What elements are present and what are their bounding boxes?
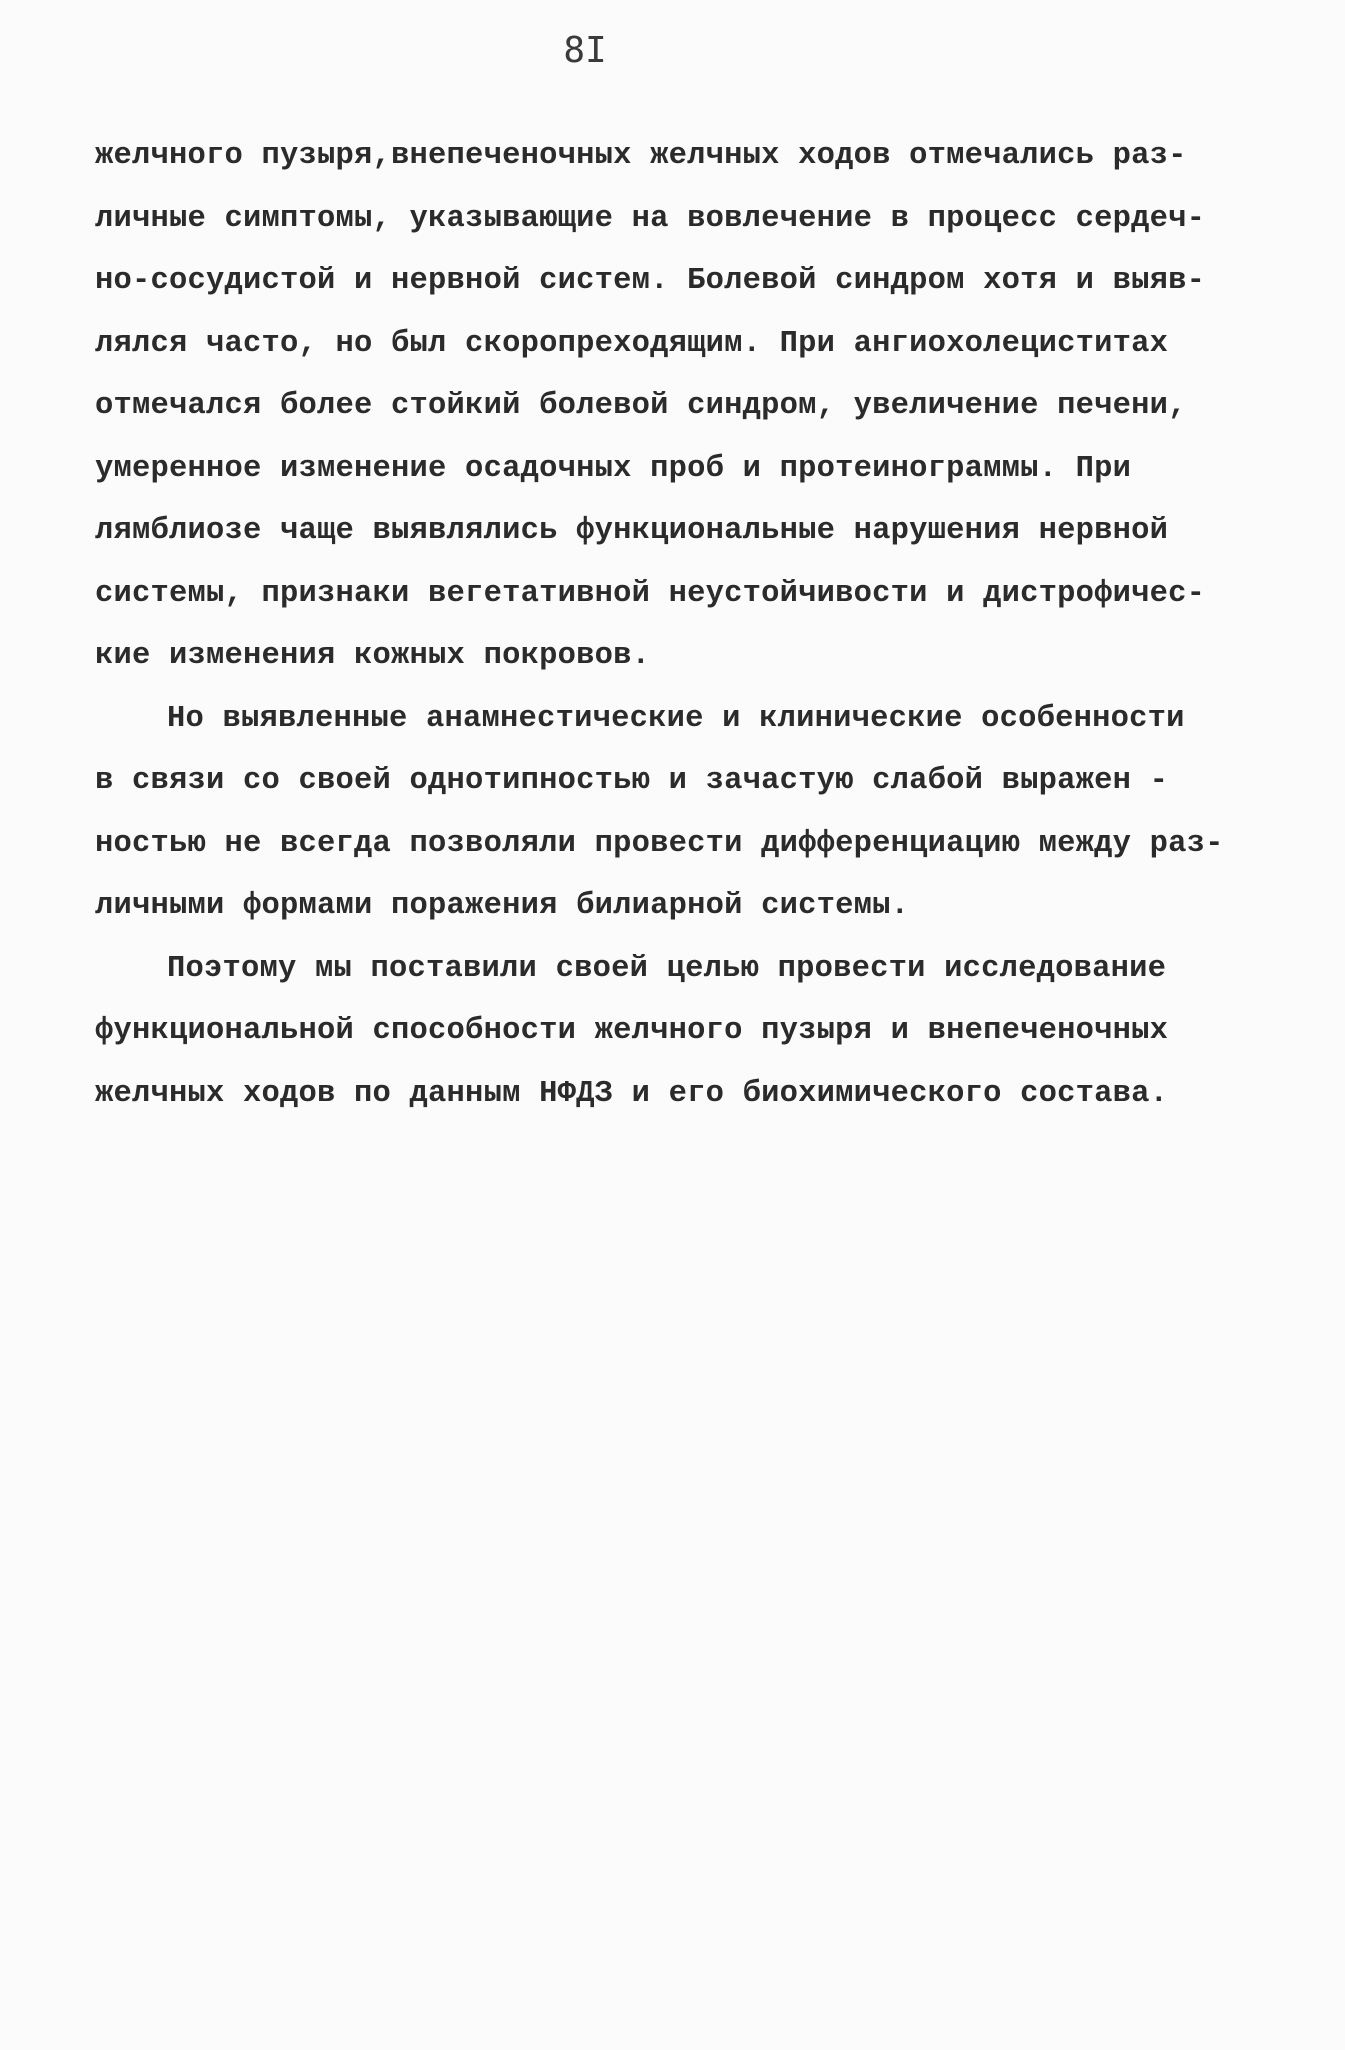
paragraph-1-line-1: желчного пузыря,внепеченочных желчных ходов отмечались раз- bbox=[95, 139, 1187, 173]
paragraph-1-line-5: отмечался более стойкий болевой синдром, увеличение печени, bbox=[95, 389, 1187, 423]
paragraph-1-line-7: лямблиозе чаще выявлялись функциональные нарушения нервной bbox=[95, 514, 1169, 548]
paragraph-3-line-1: Поэтому мы поставили своей целью провести исследование bbox=[167, 951, 1167, 986]
paragraph-3-line-3: желчных ходов по данным НФДЗ и его биохимического состава. bbox=[95, 1076, 1169, 1111]
paragraph-1-line-8: системы, признаки вегетативной неустойчивости и дистрофичес- bbox=[95, 576, 1206, 611]
paragraph-2-line-4: личными формами поражения билиарной системы. bbox=[95, 889, 910, 923]
paragraph-1-line-9: кие изменения кожных покровов. bbox=[95, 639, 651, 673]
body-text bbox=[95, 125, 1275, 1125]
paragraph-2-line-2: в связи со своей однотипностью и зачастую слабой выражен - bbox=[95, 764, 1169, 798]
paragraph-2-line-3: ностью не всегда позволяли провести дифференциацию между раз- bbox=[95, 826, 1224, 861]
paragraph-1-line-4: лялся часто, но был скоропреходящим. При ангиохолециститах bbox=[95, 326, 1169, 361]
paragraph-2-line-1: Но выявленные анамнестические и клинические особенности bbox=[167, 701, 1185, 736]
paragraph-3-line-2: функциональной способности желчного пузыря и внепеченочных bbox=[95, 1014, 1169, 1048]
paragraph-1-line-3: но-сосудистой и нервной систем. Болевой синдром хотя и выяв- bbox=[95, 264, 1206, 298]
paragraph-1-line-2: личные симптомы, указывающие на вовлечение в процесс сердеч- bbox=[95, 201, 1206, 236]
paragraph-1-line-6: умеренное изменение осадочных проб и протеинограммы. При bbox=[95, 451, 1132, 486]
page-number: 8I bbox=[563, 30, 607, 71]
